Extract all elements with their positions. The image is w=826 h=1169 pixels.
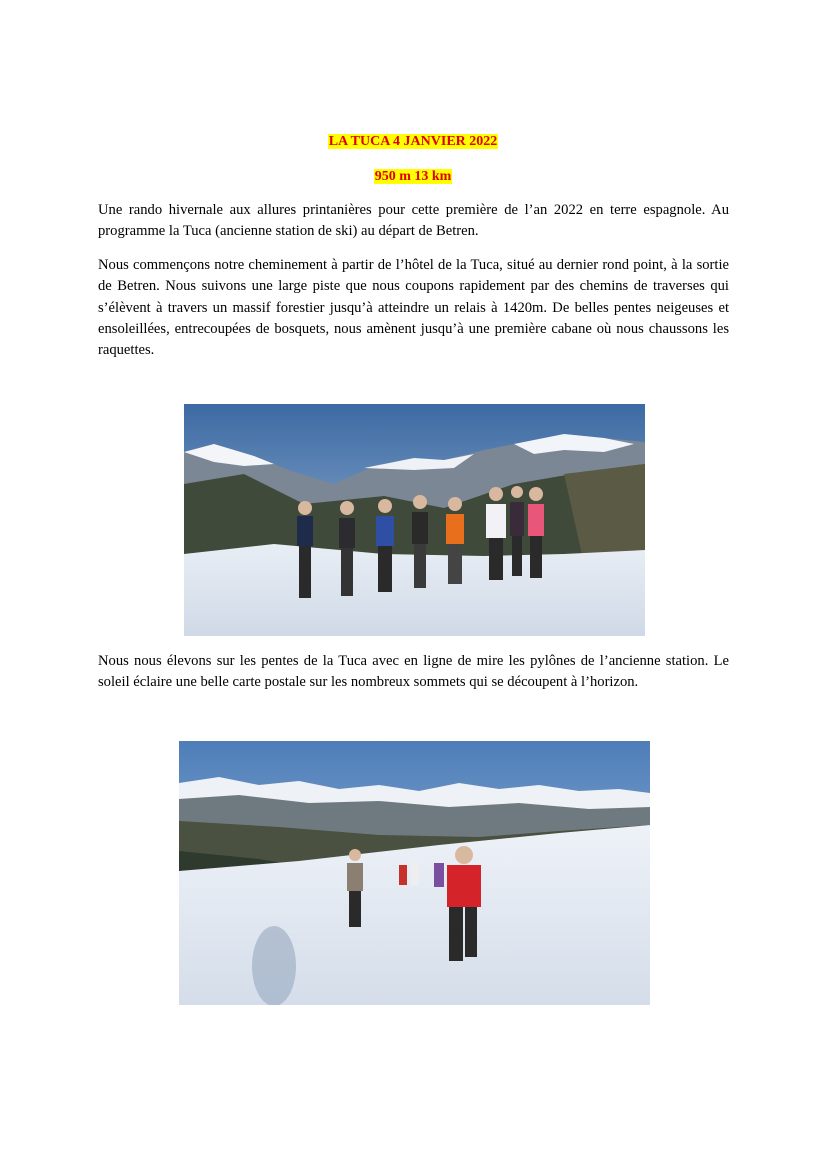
intro-paragraph: Une rando hivernale aux allures printanières pour cette première de l’an 2022 en terre espagnole. Au programme la Tuca (ancienne station de ski) au départ de Betren. [98,202,729,240]
route-paragraph: Nous commençons notre cheminement à partir de l’hôtel de la Tuca, situé au dernier rond point, à la sortie de Betren. Nous suivons une large piste que nous coupons rapidement par des chemins de traverses qui s’élèvent à travers un massif forestier jusqu’à atteindre un relais à 1420m. De belles pentes neigeuses et ensoleillées, entrecoupées de bosquets, nous amènent jusqu’à une première cabane où nous chaussons les raquettes. [98,257,729,359]
group-photo [184,404,645,636]
ascent-photo [179,741,650,1005]
hike-stats [0,168,826,185]
page-title [0,133,826,150]
page-title-text: LA TUCA 4 JANVIER 2022 [328,134,498,149]
ascent-paragraph: Nous nous élevons sur les pentes de la Tuca avec en ligne de mire les pylônes de l’ancienne station. Le soleil éclaire une belle carte postale sur les nombreux sommets qui se découpent à l’horizon. [98,653,729,691]
hike-stats-text: 950 m 13 km [374,169,452,184]
